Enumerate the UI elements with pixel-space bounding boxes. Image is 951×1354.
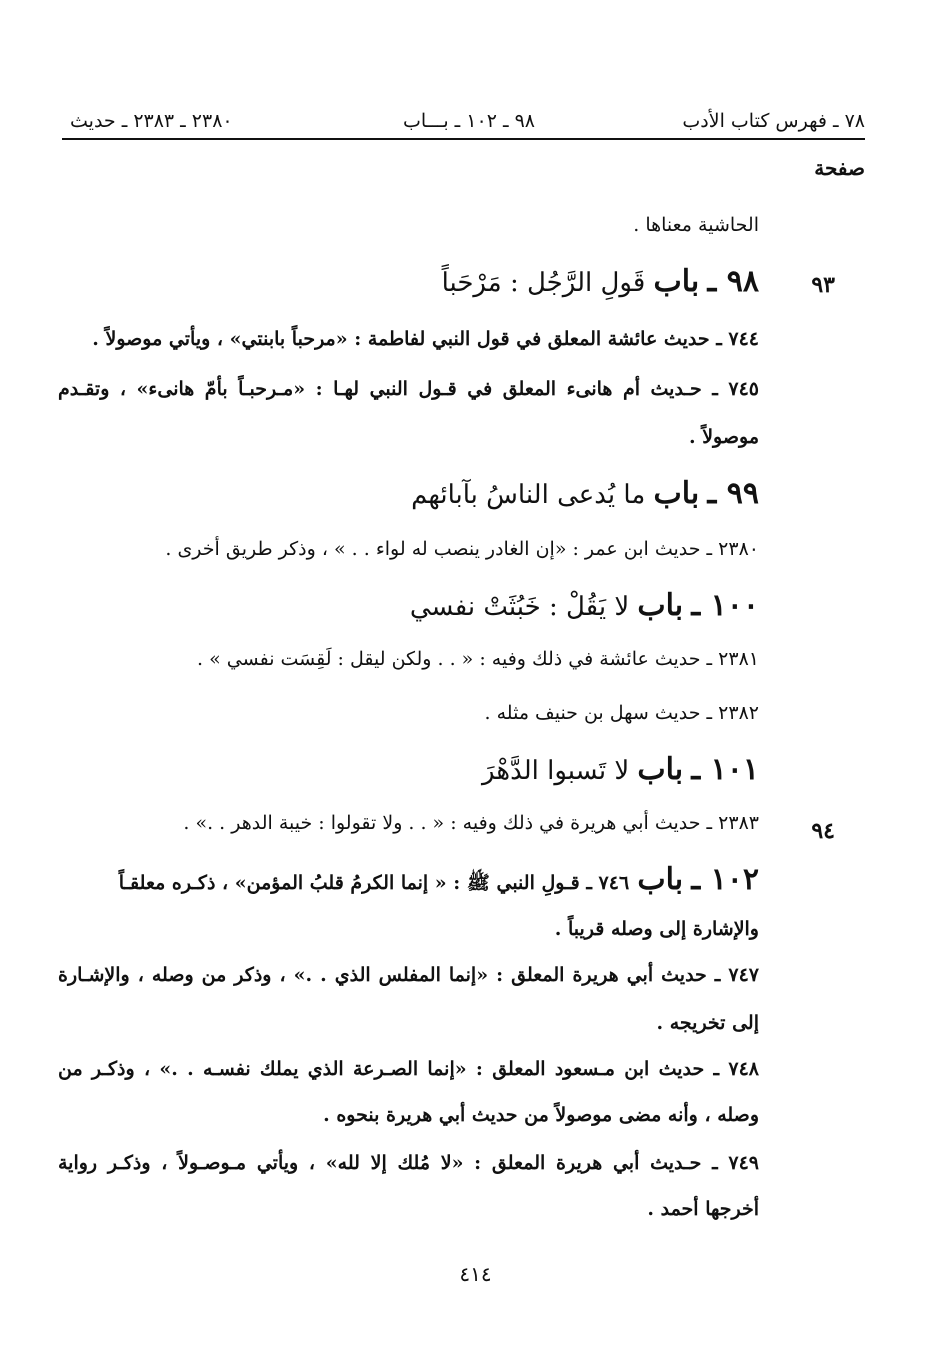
- chapter-entry-746: ٧٤٦ ـ قـولِ النبي ﷺ : « إنما الكرمُ قلبُ المؤمن» ، ذكـره معلقـاً: [118, 872, 630, 894]
- page-number: ٤١٤: [459, 1262, 492, 1286]
- entry-2380: ٢٣٨٠ ـ حديث ابن عمر : «إن الغادر ينصب له لواء . . » ، وذكر طريق أخرى .: [165, 538, 759, 560]
- chapter-number: ١٠٠ ـ: [691, 588, 759, 623]
- chapter-number: ١٠٢ ـ: [691, 862, 759, 897]
- entry-746-line2: والإشارة إلى وصله قريباً .: [554, 918, 759, 940]
- chapter-heading-102: [119, 862, 759, 899]
- chapter-heading-98: [442, 264, 759, 299]
- chapter-number: ٩٨ ـ: [707, 264, 759, 299]
- entry-744: ٧٤٤ ـ حديث عائشة المعلق في قول النبي لفاطمة : «مرحباً بابنتي» ، ويأتي موصولاً .: [92, 328, 759, 350]
- chapter-title: لا تَسبوا الدَّهْرَ: [482, 756, 630, 786]
- chapter-title: قَولِ الرَّجُل : مَرْحَباً: [441, 268, 646, 298]
- header-chapters-range: ٩٨ ـ ١٠٢ ـ بـــاب: [402, 110, 535, 132]
- chapter-title: لا يَقُلْ : خَبُثَتْ نفسي: [409, 592, 630, 622]
- entry-747-line1: ٧٤٧ ـ حديث أبي هريرة المعلق : «إنما المفلس الذي . .» ، وذكر من وصله ، والإشـارة: [58, 964, 759, 986]
- chapter-keyword: باب: [653, 264, 700, 299]
- entry-2381: ٢٣٨١ ـ حديث عائشة في ذلك وفيه : « . . ولكن ليقل : لَقِسَت نفسي » .: [197, 648, 759, 670]
- text-line: الحاشية معناها .: [633, 214, 759, 236]
- page-ref-93: ٩٣: [811, 272, 835, 298]
- chapter-heading-100: [410, 588, 759, 623]
- entry-745-line2: موصولاً .: [688, 426, 759, 448]
- running-header: [62, 104, 865, 140]
- chapter-number: ١٠١ ـ: [691, 752, 759, 787]
- chapter-keyword: باب: [637, 752, 684, 787]
- entry-749-line2: أخرجها أحمد .: [647, 1198, 759, 1220]
- page-column-label: صفحة: [814, 156, 865, 180]
- chapter-heading-101: [482, 752, 759, 787]
- entry-2383: ٢٣٨٣ ـ حديث أبي هريرة في ذلك وفيه : « . . ولا تقولوا : خيبة الدهر . .» .: [183, 812, 759, 834]
- page-ref-94: ٩٤: [811, 818, 835, 844]
- entry-748-line1: ٧٤٨ ـ حديث ابن مـسعود المعلق : «إنما الصـرعة الذي يملك نفسـه . .» ، وذكـر من: [58, 1058, 759, 1080]
- entry-2382: ٢٣٨٢ ـ حديث سهل بن حنيف مثله .: [484, 702, 759, 724]
- chapter-keyword: باب: [637, 588, 684, 623]
- chapter-title: ما يُدعى الناسُ بآبائهم: [411, 480, 646, 510]
- chapter-number: ٩٩ ـ: [707, 476, 759, 511]
- entry-745-line1: ٧٤٥ ـ حـديث أم هانىء المعلق في قـول النبي لهـا : «مـرحبـاً بأمّ هانىء» ، وتقـدم: [58, 378, 759, 400]
- chapter-keyword: باب: [653, 476, 700, 511]
- entry-748-line2: وصله ، وأنه مضى موصولاً من حديث أبي هريرة بنحوه .: [323, 1104, 759, 1126]
- chapter-keyword: باب: [637, 862, 684, 897]
- header-hadith-range: ٢٣٨٠ ـ ٢٣٨٣ ـ حديث: [70, 110, 233, 132]
- entry-749-line1: ٧٤٩ ـ حـديث أبي هريرة المعلق : «لا مُلك إلا لله» ، ويأتي مـوصـولاً ، وذكـر رواية: [58, 1152, 759, 1174]
- chapter-heading-99: [411, 476, 759, 511]
- entry-747-line2: إلى تخريجه .: [656, 1012, 759, 1034]
- header-chapter: ٧٨ ـ فهرس كتاب الأدب: [682, 110, 865, 132]
